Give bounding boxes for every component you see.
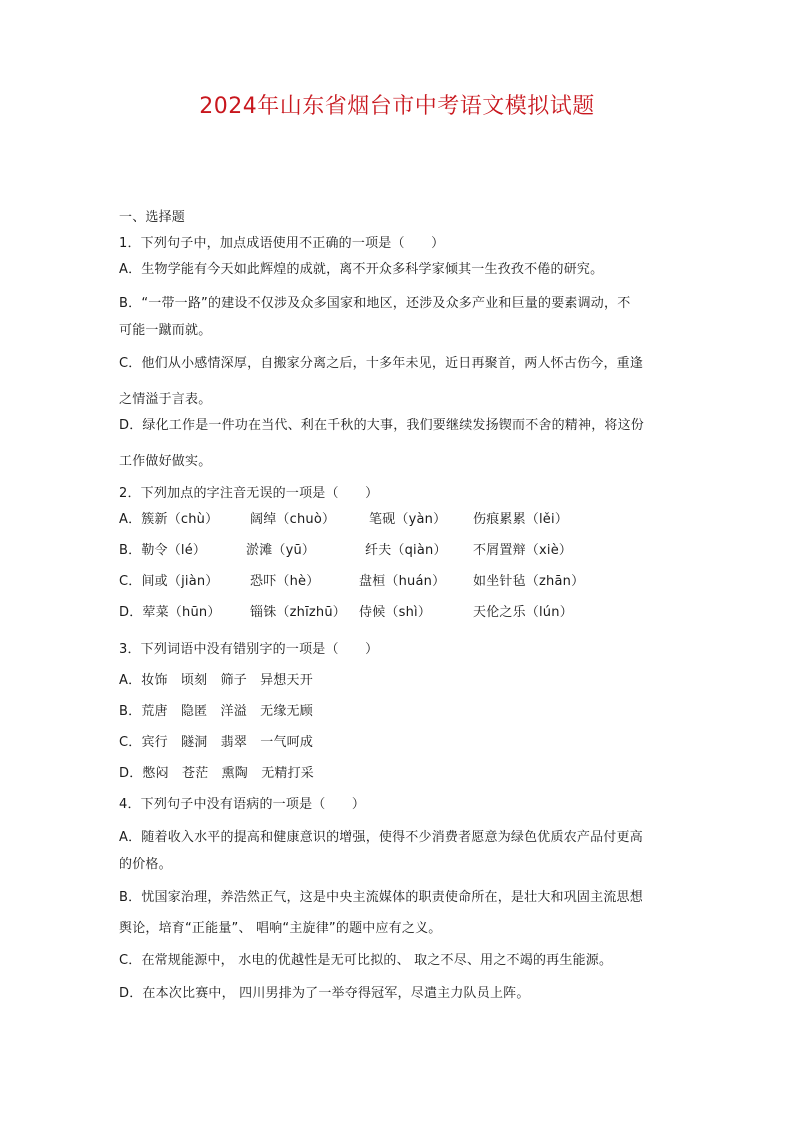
q2-b-item2: 淤滩（yū） — [246, 543, 316, 558]
q2-c-item3: 盘桓（huán） — [359, 574, 446, 589]
q3-option-d: D．憋闷 苍茫 熏陶 无精打采 — [119, 766, 315, 781]
q1-option-c-line2: 之情溢于言表。 — [119, 392, 212, 407]
q2-b-item3: 纤夫（qiàn） — [365, 543, 447, 558]
q2-a-item1: A．簇新（chù） — [119, 512, 219, 527]
q2-a-item4: 伤痕累累（lěi） — [473, 512, 569, 527]
q4-option-a-line2: 的价格。 — [119, 857, 172, 872]
q3-option-a: A．妆饰 顷刻 筛子 异想天开 — [119, 673, 313, 688]
page-title: 2024年山东省烟台市中考语文模拟试题 — [199, 94, 595, 119]
section-heading: 一、选择题 — [119, 210, 186, 225]
q2-c-item1: C．间或（jiàn） — [119, 574, 219, 589]
q2-stem: 2．下列加点的字注音无误的一项是（ ） — [119, 486, 379, 501]
q2-b-item4: 不屑置辩（xiè） — [473, 543, 573, 558]
q4-stem: 4．下列句子中没有语病的一项是（ ） — [119, 797, 366, 812]
q2-a-item3: 笔砚（yàn） — [369, 512, 447, 527]
q4-option-d: D．在本次比赛中， 四川男排为了一举夺得冠军，尽遣主力队员上阵。 — [119, 986, 530, 1001]
q4-option-b-line2: 舆论，培育“正能量”、 唱响“主旋律”的题中应有之义。 — [119, 921, 442, 936]
q4-option-b-line1: B．忧国家治理，养浩然正气，这是中央主流媒体的职责使命所在，是壮大和巩固主流思想 — [119, 890, 643, 905]
q2-a-item2: 阔绰（chuò） — [250, 512, 336, 527]
q3-stem: 3．下列词语中没有错别字的一项是（ ） — [119, 642, 379, 657]
q4-option-c: C．在常规能源中， 水电的优越性是无可比拟的、 取之不尽、用之不竭的再生能源。 — [119, 953, 613, 968]
q1-stem: 1．下列句子中，加点成语使用不正确的一项是（ ） — [119, 236, 445, 251]
q2-d-item4: 天伦之乐（lún） — [473, 605, 573, 620]
q2-c-item2: 恐吓（hè） — [250, 574, 320, 589]
q2-b-item1: B．勒令（lé） — [119, 543, 207, 558]
q3-option-c: C．宾行 隧洞 翡翠 一气呵成 — [119, 735, 314, 750]
q1-option-b-line1: B．“一带一路”的建设不仅涉及众多国家和地区，还涉及众多产业和巨量的要素调动，不 — [119, 296, 631, 311]
q1-option-b-line2: 可能一蹴而就。 — [119, 323, 212, 338]
q2-c-item4: 如坐针毡（zhān） — [473, 574, 585, 589]
q1-option-a: A．生物学能有今天如此辉煌的成就，离不开众多科学家倾其一生孜孜不倦的研究。 — [119, 262, 604, 277]
q2-d-item3: 侍候（shì） — [359, 605, 432, 620]
q1-option-d-line2: 工作做好做实。 — [119, 454, 212, 469]
q4-option-a-line1: A．随着收入水平的提高和健康意识的增强，使得不少消费者愿意为绿色优质农产品付更高 — [119, 830, 643, 845]
q2-d-item1: D．荤菜（hūn） — [119, 605, 221, 620]
q1-option-d-line1: D．绿化工作是一件功在当代、利在千秋的大事，我们要继续发扬锲而不舍的精神，将这份 — [119, 418, 645, 433]
q2-d-item2: 锱铢（zhīzhū） — [250, 605, 346, 620]
q3-option-b: B．荒唐 隐匿 洋溢 无缘无顾 — [119, 704, 313, 719]
q1-option-c-line1: C．他们从小感情深厚，自搬家分离之后，十多年未见，近日再聚首，两人怀古伤今，重逢 — [119, 356, 644, 371]
